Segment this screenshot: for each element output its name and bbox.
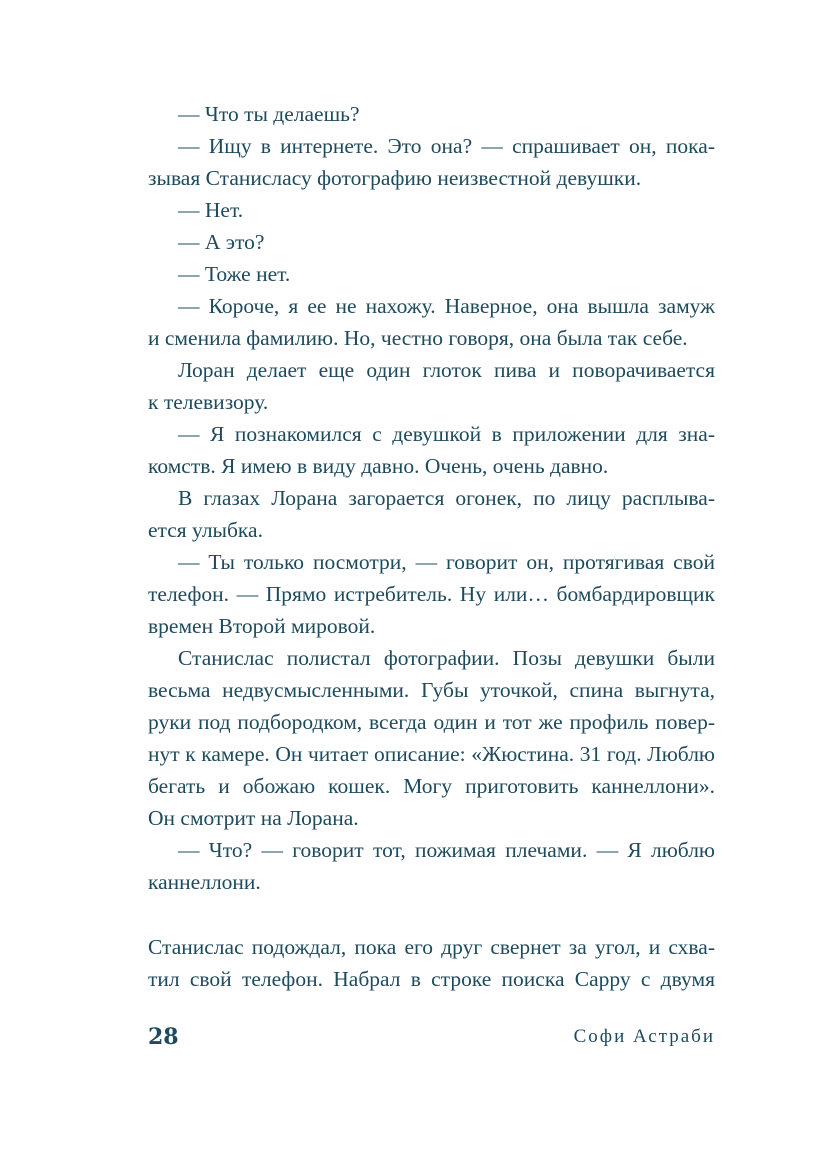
- text-line: Станислас подождал, пока его друг свернет за угол, и схва-: [148, 935, 715, 959]
- section-break: [148, 898, 715, 931]
- text-line: Он смотрит на Лорана.: [148, 806, 359, 830]
- text-line: — Что ты делаешь?: [178, 102, 360, 126]
- text-line: комств. Я имею в виду давно. Очень, очень давно.: [148, 454, 609, 478]
- text-line: Лоран делает еще один глоток пива и поворачивается: [178, 358, 715, 382]
- text-line: тил свой телефон. Набрал в строке поиска Сарру с двумя: [148, 967, 715, 991]
- text-line: — Я познакомился с девушкой в приложении для зна-: [178, 422, 715, 446]
- text-line: к телевизору.: [148, 390, 269, 414]
- text-line: — Что? — говорит тот, пожимая плечами. — Я люблю: [178, 838, 715, 862]
- text-line: — Ищу в интернете. Это она? — спрашивает он, пока-: [178, 134, 715, 158]
- text-line: — А это?: [178, 230, 265, 254]
- page-number: 28: [148, 1024, 179, 1050]
- text-line: весьма недвусмысленными. Губы уточкой, спина выгнута,: [148, 678, 715, 702]
- text-line: зывая Станисласу фотографию неизвестной девушки.: [148, 166, 642, 190]
- text-line: руки под подбородком, всегда один и тот же профиль повер-: [148, 710, 715, 734]
- text-line: Станислас полистал фотографии. Позы девушки были: [178, 646, 715, 670]
- text-line: — Короче, я ее не нахожу. Наверное, она вышла замуж: [178, 294, 715, 318]
- text-line: В глазах Лорана загорается огонек, по лицу расплыва-: [178, 486, 715, 510]
- body-text: [148, 98, 715, 995]
- running-footer-author: Софи Астраби: [573, 1026, 715, 1047]
- text-line: — Нет.: [178, 198, 244, 222]
- text-line: ется улыбка.: [148, 518, 263, 542]
- text-line: и сменила фамилию. Но, честно говоря, она была так себе.: [148, 326, 688, 350]
- text-line: — Ты только посмотри, — говорит он, протягивая свой: [178, 550, 715, 574]
- text-line: каннеллони.: [148, 870, 261, 894]
- text-line: нут к камере. Он читает описание: «Жюстина. 31 год. Люблю: [148, 742, 715, 766]
- text-line: телефон. — Прямо истребитель. Ну или… бомбардировщик: [148, 582, 715, 606]
- text-line: бегать и обожаю кошек. Могу приготовить каннеллони».: [148, 774, 715, 798]
- text-line: — Тоже нет.: [178, 262, 291, 286]
- text-line: времен Второй мировой.: [148, 614, 376, 638]
